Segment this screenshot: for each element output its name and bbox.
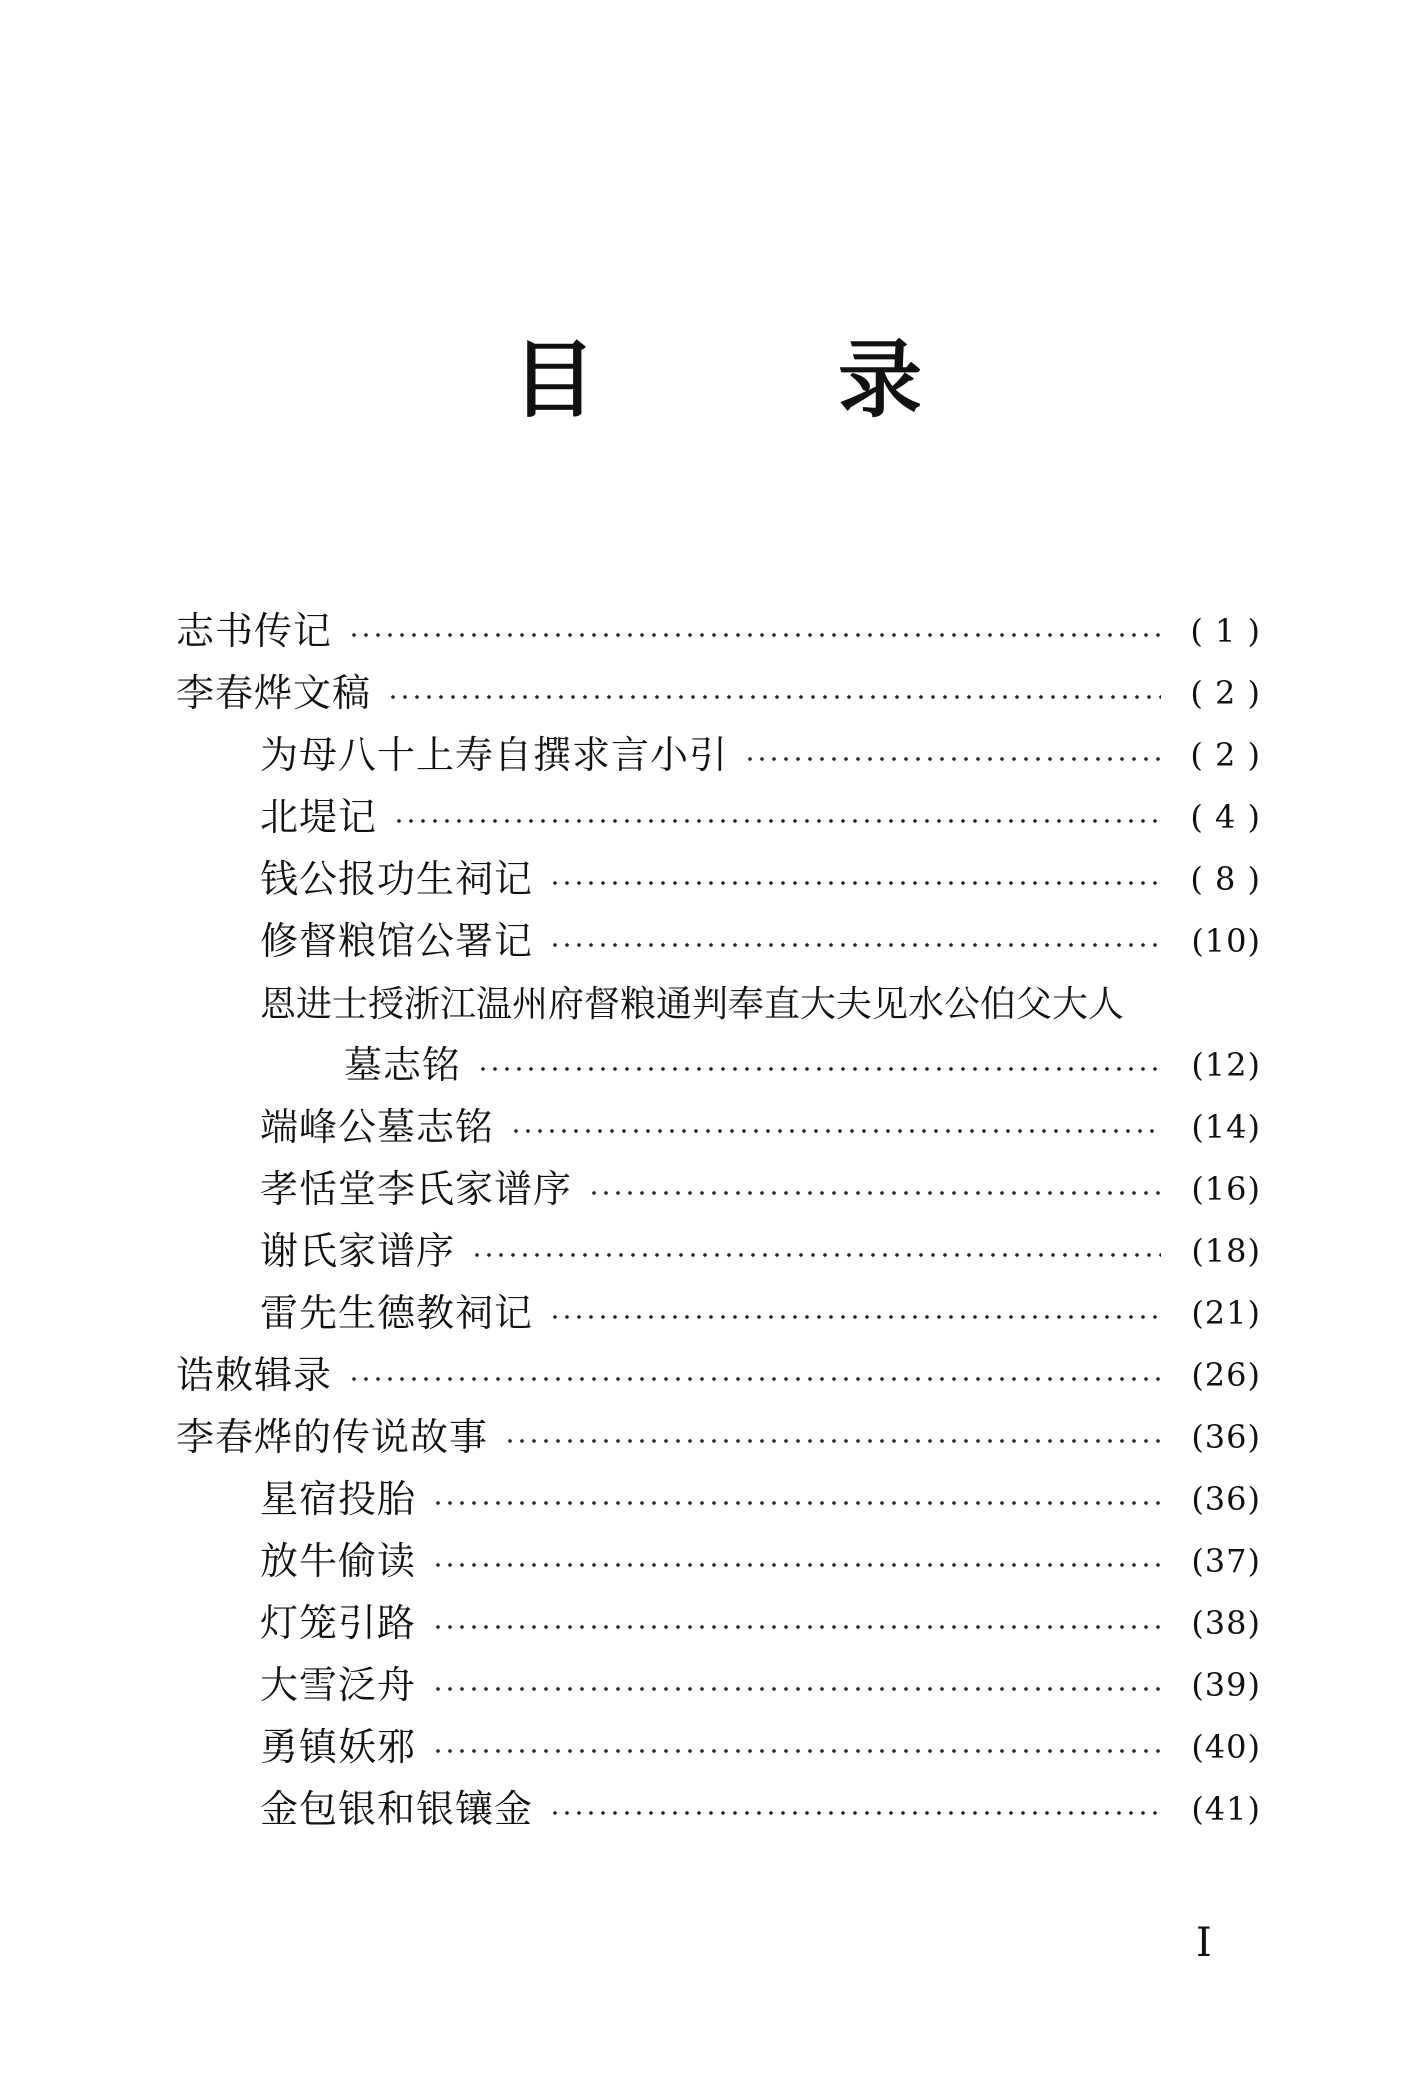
toc-entry-label: 星宿投胎: [260, 1477, 417, 1521]
dot-leader: [348, 1376, 1161, 1382]
toc-entry-page: (16): [1191, 1170, 1261, 1208]
toc-entry-page: (12): [1191, 1046, 1261, 1084]
toc-entry[interactable]: [260, 1158, 1261, 1220]
toc-entry[interactable]: [260, 1654, 1261, 1716]
dot-leader: [387, 694, 1161, 700]
toc-entry-label: 为母八十上寿自撰求言小引: [260, 733, 729, 777]
toc-entry-page: (41): [1191, 1790, 1261, 1828]
title-char-2: 录: [838, 331, 923, 429]
toc-entry-page: ( 1 ): [1190, 612, 1261, 650]
toc-entry-label: 志书传记: [176, 609, 333, 653]
dot-leader: [432, 1748, 1161, 1754]
dot-leader: [432, 1686, 1161, 1692]
toc-entry[interactable]: [260, 1778, 1261, 1840]
toc-entry[interactable]: [260, 1716, 1261, 1778]
toc-entry-page: (14): [1191, 1108, 1261, 1146]
toc-entry-label: 墓志铭: [344, 1043, 462, 1087]
toc-entry-label: 李春烨的传说故事: [176, 1415, 489, 1459]
toc-entry-page: (21): [1191, 1294, 1261, 1332]
toc-entry[interactable]: [260, 1530, 1261, 1592]
toc-entry-page: ( 8 ): [1190, 860, 1261, 898]
toc-entry-page: (36): [1191, 1418, 1261, 1456]
toc-entry-label: 恩进士授浙江温州府督粮通判奉直大夫见水公伯父大人: [260, 984, 1125, 1025]
dot-leader: [471, 1252, 1161, 1258]
toc-entry[interactable]: [260, 786, 1261, 848]
toc-entry[interactable]: [176, 1406, 1261, 1468]
dot-leader: [393, 818, 1161, 824]
toc-entry[interactable]: [260, 910, 1261, 972]
toc-entry-label: 放牛偷读: [260, 1539, 417, 1583]
toc-entry-page: ( 2 ): [1190, 736, 1261, 774]
dot-leader: [432, 1500, 1161, 1506]
toc-entry-page: (40): [1191, 1728, 1261, 1766]
toc-entry[interactable]: [176, 1344, 1261, 1406]
toc-entry-label: 大雪泛舟: [260, 1663, 417, 1707]
toc-entry-label: 修督粮馆公署记: [260, 919, 534, 963]
page-title: [0, 330, 1413, 430]
dot-leader: [477, 1066, 1161, 1072]
title-char-1: 目: [512, 331, 597, 429]
toc-entry[interactable]: [260, 848, 1261, 910]
dot-leader: [504, 1438, 1161, 1444]
toc-entry-label: 诰敕辑录: [176, 1353, 333, 1397]
toc-entry[interactable]: [176, 600, 1261, 662]
toc-entry-label: 李春烨文稿: [176, 671, 372, 715]
dot-leader: [348, 632, 1161, 638]
toc-entry-page: (39): [1191, 1666, 1261, 1704]
toc-entry-label: 雷先生德教祠记: [260, 1291, 534, 1335]
dot-leader: [432, 1624, 1161, 1630]
dot-leader: [510, 1128, 1161, 1134]
toc-entry-page: (38): [1191, 1604, 1261, 1642]
toc-entry[interactable]: [260, 1096, 1261, 1158]
toc-entry[interactable]: [176, 662, 1261, 724]
toc-entry[interactable]: [260, 1220, 1261, 1282]
dot-leader: [549, 942, 1161, 948]
dot-leader: [588, 1190, 1161, 1196]
toc-entry[interactable]: [344, 1034, 1261, 1096]
dot-leader: [549, 1314, 1161, 1320]
toc-entry-page: (18): [1191, 1232, 1261, 1270]
dot-leader: [432, 1562, 1161, 1568]
toc-entry[interactable]: [260, 724, 1261, 786]
toc-entry-page: (10): [1191, 922, 1261, 960]
toc-entry-label: 灯笼引路: [260, 1601, 417, 1645]
toc-entry[interactable]: [260, 1468, 1261, 1530]
toc-entry-page: (36): [1191, 1480, 1261, 1518]
toc-entry-page: (37): [1191, 1542, 1261, 1580]
toc-entry-label: 金包银和银镶金: [260, 1787, 534, 1831]
toc-entry[interactable]: [260, 1592, 1261, 1654]
toc-entry-page: ( 2 ): [1190, 674, 1261, 712]
toc-entry-label: 谢氏家谱序: [260, 1229, 456, 1273]
page-number: I: [1196, 1920, 1212, 1966]
toc-entry-label: 钱公报功生祠记: [260, 857, 534, 901]
dot-leader: [744, 756, 1161, 762]
toc-entry-page: ( 4 ): [1190, 798, 1261, 836]
toc-entry[interactable]: [260, 1282, 1261, 1344]
toc-entry-page: (26): [1191, 1356, 1261, 1394]
toc-entry-first-line[interactable]: [260, 972, 1265, 1034]
toc-entry-label: 端峰公墓志铭: [260, 1105, 495, 1149]
toc-entry-label: 勇镇妖邪: [260, 1725, 417, 1769]
toc-entry-label: 孝恬堂李氏家谱序: [260, 1167, 573, 1211]
toc-entry-label: 北堤记: [260, 795, 378, 839]
dot-leader: [549, 1810, 1161, 1816]
dot-leader: [549, 880, 1161, 886]
